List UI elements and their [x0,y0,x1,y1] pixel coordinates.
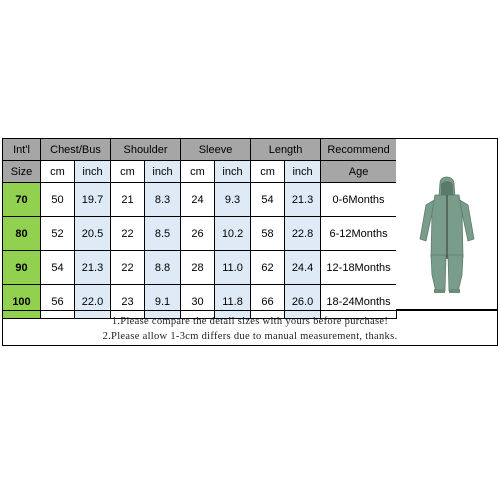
header-sleeve: Sleeve [181,139,251,161]
shoulder-inch-cell: 8.8 [145,251,181,285]
shoulder-cm-cell: 22 [111,251,145,285]
unit-inch: inch [145,161,181,183]
length-cm-cell: 62 [251,251,285,285]
shoulder-cm-cell: 23 [111,285,145,319]
sleeve-inch-cell: 11.8 [215,285,251,319]
unit-cm: cm [251,161,285,183]
table-row [3,183,397,217]
size-cell: 70 [3,183,41,217]
sleeve-cm-cell: 26 [181,217,215,251]
unit-inch: inch [75,161,111,183]
product-photo [396,138,498,310]
sleeve-inch-cell: 10.2 [215,217,251,251]
shoulder-cm-cell: 21 [111,183,145,217]
header-size: Size [3,161,41,183]
notes-box [2,310,498,346]
header-row [3,139,397,161]
age-cell: 18-24Months [321,285,397,319]
chest-inch-cell: 22.0 [75,285,111,319]
table-row [3,251,397,285]
note-line: 1.Please compare the detail sizes with yours before purchase! [111,316,389,327]
table-row [3,217,397,251]
header-age: Age [321,161,397,183]
sleeve-inch-cell: 9.3 [215,183,251,217]
chest-inch-cell: 19.7 [75,183,111,217]
length-cm-cell: 54 [251,183,285,217]
shoulder-inch-cell: 9.1 [145,285,181,319]
age-cell: 12-18Months [321,251,397,285]
length-inch-cell: 26.0 [285,285,321,319]
length-inch-cell: 21.3 [285,183,321,217]
unit-inch: inch [215,161,251,183]
sleeve-cm-cell: 28 [181,251,215,285]
sleeve-cm-cell: 24 [181,183,215,217]
chest-inch-cell: 21.3 [75,251,111,285]
chest-inch-cell: 20.5 [75,217,111,251]
chest-cm-cell: 54 [41,251,75,285]
chest-cm-cell: 50 [41,183,75,217]
age-cell: 0-6Months [321,183,397,217]
header-intl: Int'l [3,139,41,161]
unit-cm: cm [41,161,75,183]
unit-cm: cm [181,161,215,183]
shoulder-inch-cell: 8.3 [145,183,181,217]
romper-icon [396,139,497,309]
length-cm-cell: 58 [251,217,285,251]
length-inch-cell: 22.8 [285,217,321,251]
unit-cm: cm [111,161,145,183]
header-length: Length [251,139,321,161]
size-chart [2,138,498,348]
shoulder-inch-cell: 8.5 [145,217,181,251]
length-cm-cell: 66 [251,285,285,319]
subheader-row [3,161,397,183]
size-cell: 100 [3,285,41,319]
shoulder-cm-cell: 22 [111,217,145,251]
header-recommend: Recommend [321,139,397,161]
unit-inch: inch [285,161,321,183]
chest-cm-cell: 56 [41,285,75,319]
size-cell: 80 [3,217,41,251]
size-cell: 90 [3,251,41,285]
age-cell: 6-12Months [321,217,397,251]
sleeve-cm-cell: 30 [181,285,215,319]
chest-cm-cell: 52 [41,217,75,251]
header-chest: Chest/Bus [41,139,111,161]
header-shoulder: Shoulder [111,139,181,161]
length-inch-cell: 24.4 [285,251,321,285]
sleeve-inch-cell: 11.0 [215,251,251,285]
note-line: 2.Please allow 1-3cm differs due to manual measurement, thanks. [102,331,398,342]
size-table [2,138,397,319]
